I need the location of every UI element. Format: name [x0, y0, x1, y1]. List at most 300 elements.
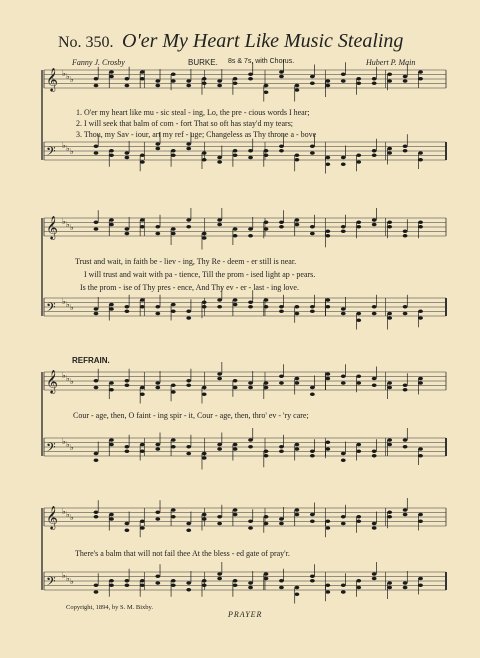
note-head: [186, 452, 191, 456]
verse-3-line-1: 3. Thou, my Sav - iour, art my ref - uge; Changeless as Thy throne a - bove: [76, 130, 317, 139]
note-head: [387, 438, 392, 442]
staff: [44, 208, 446, 250]
note-head: [310, 75, 315, 79]
flat-icon: ♭: [66, 72, 70, 81]
note-head: [202, 456, 207, 460]
note-head: [217, 443, 222, 447]
note-head: [233, 77, 238, 81]
note-head: [279, 445, 284, 449]
note-head: [125, 77, 130, 81]
note-head: [125, 232, 130, 236]
note-head: [372, 383, 377, 387]
note-head: [418, 381, 423, 385]
note-head: [186, 218, 191, 222]
staff: [44, 562, 446, 604]
note-head: [125, 583, 130, 587]
note-head: [341, 381, 346, 385]
note-head: [186, 581, 191, 585]
note-head: [186, 522, 191, 526]
note-head: [233, 234, 238, 238]
note-head: [295, 381, 300, 385]
note-head: [248, 305, 253, 309]
note-head: [140, 298, 145, 302]
note-head: [264, 449, 269, 453]
author-credit: Fanny J. Crosby: [72, 58, 125, 67]
note-head: [418, 519, 423, 523]
flat-icon: ♭: [62, 507, 66, 516]
note-head: [140, 526, 145, 530]
flat-icon: ♭: [62, 297, 66, 306]
note-head: [233, 149, 238, 153]
note-head: [295, 312, 300, 316]
note-head: [171, 583, 176, 587]
note-head: [171, 508, 176, 512]
note-head: [341, 515, 346, 519]
note-head: [125, 151, 130, 155]
note-head: [279, 374, 284, 378]
note-head: [217, 218, 222, 222]
note-head: [186, 379, 191, 383]
note-head: [341, 452, 346, 456]
note-head: [233, 583, 238, 587]
note-head: [155, 312, 160, 316]
note-head: [372, 149, 377, 153]
note-head: [202, 236, 207, 240]
note-head: [248, 386, 253, 390]
note-head: [418, 158, 423, 162]
note-head: [264, 220, 269, 224]
note-head: [248, 581, 253, 585]
note-head: [140, 70, 145, 74]
note-head: [403, 445, 408, 449]
note-head: [94, 84, 99, 88]
note-head: [264, 153, 269, 157]
flat-icon: ♭: [66, 300, 70, 309]
note-head: [202, 151, 207, 155]
note-head: [94, 590, 99, 594]
note-head: [310, 513, 315, 517]
note-head: [264, 90, 269, 94]
note-head: [125, 383, 130, 387]
note-head: [372, 577, 377, 581]
flat-icon: ♭: [70, 75, 74, 84]
note-head: [140, 579, 145, 583]
flat-icon: ♭: [70, 303, 74, 312]
note-head: [356, 77, 361, 81]
note-head: [403, 234, 408, 238]
note-head: [217, 79, 222, 83]
bass-clef-icon: 𝄢: [46, 440, 56, 458]
note-head: [155, 386, 160, 390]
note-head: [295, 84, 300, 88]
note-head: [295, 447, 300, 451]
note-head: [186, 383, 191, 387]
note-head: [217, 372, 222, 376]
note-head: [155, 147, 160, 151]
flat-icon: ♭: [66, 574, 70, 583]
note-head: [356, 381, 361, 385]
note-head: [264, 522, 269, 526]
note-head: [279, 220, 284, 224]
note-head: [233, 81, 238, 85]
note-head: [372, 526, 377, 530]
staff: [44, 498, 446, 537]
note-head: [233, 508, 238, 512]
note-head: [140, 77, 145, 81]
note-head: [418, 513, 423, 517]
note-head: [279, 517, 284, 521]
note-head: [248, 156, 253, 160]
note-head: [217, 305, 222, 309]
note-head: [295, 88, 300, 92]
note-head: [109, 307, 114, 311]
note-head: [125, 309, 130, 313]
note-head: [341, 458, 346, 462]
note-head: [264, 572, 269, 576]
refrain-line-2: There's a balm that will not fail thee At the bless - ed gate of pray'r.: [75, 549, 290, 558]
note-head: [186, 445, 191, 449]
note-head: [155, 225, 160, 229]
bass-clef-icon: 𝄢: [46, 574, 56, 592]
refrain-line-1: Cour - age, then, O faint - ing spir - it, Cour - age, then, thro' ev - 'ry care;: [73, 411, 309, 420]
note-head: [217, 572, 222, 576]
note-head: [94, 151, 99, 155]
note-head: [109, 517, 114, 521]
note-head: [217, 84, 222, 88]
note-head: [186, 316, 191, 320]
note-head: [202, 77, 207, 81]
note-head: [403, 75, 408, 79]
note-head: [387, 151, 392, 155]
note-head: [310, 386, 315, 390]
staff: [44, 362, 446, 404]
verse-1-line-2: Trust and wait, in faith be - liev - ing, Thy Re - deem - er still is near.: [75, 257, 297, 266]
note-head: [264, 84, 269, 88]
note-head: [125, 522, 130, 526]
note-head: [341, 229, 346, 233]
note-head: [310, 392, 315, 396]
note-head: [140, 583, 145, 587]
note-head: [171, 232, 176, 236]
flat-icon: ♭: [62, 217, 66, 226]
note-head: [155, 232, 160, 236]
note-head: [217, 577, 222, 581]
flat-icon: ♭: [66, 220, 70, 229]
note-head: [233, 227, 238, 231]
note-head: [356, 318, 361, 322]
note-head: [233, 153, 238, 157]
note-head: [186, 79, 191, 83]
note-head: [403, 383, 408, 387]
flat-icon: ♭: [62, 141, 66, 150]
note-head: [387, 510, 392, 514]
note-head: [248, 72, 253, 76]
note-head: [109, 579, 114, 583]
note-head: [171, 309, 176, 313]
note-head: [140, 519, 145, 523]
note-head: [387, 147, 392, 151]
note-head: [264, 577, 269, 581]
note-head: [94, 583, 99, 587]
note-head: [140, 443, 145, 447]
note-head: [418, 316, 423, 320]
note-head: [295, 223, 300, 227]
note-head: [94, 312, 99, 316]
note-head: [140, 305, 145, 309]
staff: [44, 60, 446, 102]
note-head: [387, 443, 392, 447]
note-head: [341, 312, 346, 316]
note-head: [202, 300, 207, 304]
note-head: [264, 298, 269, 302]
note-head: [310, 225, 315, 229]
verse-2-line-1: 2. I will seek that balm of com - fort That so oft has stay'd my tears;: [76, 119, 294, 128]
flat-icon: ♭: [62, 371, 66, 380]
note-head: [295, 377, 300, 381]
note-head: [403, 438, 408, 442]
note-head: [233, 447, 238, 451]
note-head: [356, 449, 361, 453]
note-head: [217, 298, 222, 302]
note-head: [264, 305, 269, 309]
note-head: [418, 447, 423, 451]
note-head: [264, 227, 269, 231]
note-head: [372, 377, 377, 381]
staff: [44, 288, 446, 330]
note-head: [310, 232, 315, 236]
note-head: [155, 142, 160, 146]
note-head: [264, 515, 269, 519]
note-head: [387, 581, 392, 585]
note-head: [155, 574, 160, 578]
note-head: [295, 592, 300, 596]
note-head: [310, 144, 315, 148]
note-head: [372, 312, 377, 316]
note-head: [418, 577, 423, 581]
note-head: [125, 156, 130, 160]
note-head: [248, 519, 253, 523]
note-head: [418, 225, 423, 229]
hymn-title: O'er My Heart Like Music Stealing: [122, 30, 404, 52]
note-head: [140, 449, 145, 453]
note-head: [295, 513, 300, 517]
note-head: [233, 298, 238, 302]
note-head: [94, 510, 99, 514]
note-head: [264, 454, 269, 458]
note-head: [387, 381, 392, 385]
note-head: [279, 586, 284, 590]
note-head: [217, 447, 222, 451]
note-head: [94, 452, 99, 456]
note-head: [94, 220, 99, 224]
note-head: [217, 522, 222, 526]
note-head: [387, 79, 392, 83]
note-head: [341, 307, 346, 311]
verse-3-line-2: Is the prom - ise of Thy pres - ence, And Thy ev - er - last - ing love.: [80, 283, 299, 292]
flat-icon: ♭: [70, 513, 74, 522]
note-head: [109, 583, 114, 587]
note-head: [295, 158, 300, 162]
note-head: [325, 229, 330, 233]
note-head: [202, 452, 207, 456]
note-head: [325, 156, 330, 160]
note-head: [186, 142, 191, 146]
note-head: [325, 79, 330, 83]
treble-clef-icon: 𝄞: [46, 505, 58, 529]
note-head: [140, 225, 145, 229]
note-head: [418, 309, 423, 313]
note-head: [186, 588, 191, 592]
note-head: [233, 513, 238, 517]
note-head: [155, 443, 160, 447]
note-head: [248, 526, 253, 530]
note-head: [310, 309, 315, 313]
note-head: [295, 443, 300, 447]
staff: [44, 428, 446, 470]
note-head: [356, 443, 361, 447]
note-head: [125, 445, 130, 449]
note-head: [186, 528, 191, 532]
note-head: [125, 449, 130, 453]
note-head: [403, 513, 408, 517]
note-head: [109, 75, 114, 79]
note-head: [217, 515, 222, 519]
hymn-number: No. 350.: [58, 34, 114, 51]
note-head: [356, 153, 361, 157]
note-head: [171, 149, 176, 153]
composer-credit: Hubert P. Main: [366, 58, 416, 67]
note-head: [125, 379, 130, 383]
note-head: [109, 223, 114, 227]
note-head: [233, 579, 238, 583]
note-head: [171, 438, 176, 442]
note-head: [279, 449, 284, 453]
note-head: [341, 590, 346, 594]
treble-clef-icon: 𝄞: [46, 67, 58, 91]
note-head: [248, 381, 253, 385]
note-head: [387, 515, 392, 519]
note-head: [295, 218, 300, 222]
bass-clef-icon: 𝄢: [46, 300, 56, 318]
note-head: [310, 519, 315, 523]
note-head: [403, 581, 408, 585]
note-head: [248, 300, 253, 304]
note-head: [94, 386, 99, 390]
note-head: [356, 579, 361, 583]
note-head: [403, 229, 408, 233]
note-head: [341, 583, 346, 587]
note-head: [325, 298, 330, 302]
meter: 8s & 7s, with Chorus.: [228, 58, 295, 65]
note-head: [94, 379, 99, 383]
note-head: [325, 583, 330, 587]
note-head: [94, 144, 99, 148]
note-head: [140, 392, 145, 396]
note-head: [310, 454, 315, 458]
note-head: [341, 156, 346, 160]
note-head: [372, 81, 377, 85]
note-head: [171, 445, 176, 449]
note-head: [233, 443, 238, 447]
note-head: [171, 303, 176, 307]
note-head: [202, 232, 207, 236]
treble-clef-icon: 𝄞: [46, 369, 58, 393]
note-head: [109, 70, 114, 74]
note-head: [248, 77, 253, 81]
note-head: [387, 225, 392, 229]
note-head: [325, 447, 330, 451]
note-head: [155, 79, 160, 83]
flat-icon: ♭: [62, 437, 66, 446]
note-head: [171, 579, 176, 583]
note-head: [372, 454, 377, 458]
note-head: [248, 438, 253, 442]
note-head: [155, 517, 160, 521]
note-head: [325, 440, 330, 444]
note-head: [356, 374, 361, 378]
flat-icon: ♭: [62, 69, 66, 78]
note-head: [264, 386, 269, 390]
note-head: [341, 225, 346, 229]
note-head: [403, 508, 408, 512]
note-head: [217, 377, 222, 381]
note-head: [372, 572, 377, 576]
note-head: [356, 586, 361, 590]
note-head: [372, 218, 377, 222]
note-head: [233, 303, 238, 307]
note-head: [109, 438, 114, 442]
note-head: [418, 77, 423, 81]
note-head: [356, 81, 361, 85]
note-head: [279, 579, 284, 583]
note-head: [109, 381, 114, 385]
note-head: [186, 84, 191, 88]
note-head: [155, 381, 160, 385]
flat-icon: ♭: [66, 374, 70, 383]
note-head: [125, 528, 130, 532]
note-head: [403, 144, 408, 148]
flat-icon: ♭: [70, 147, 74, 156]
note-head: [248, 234, 253, 238]
note-head: [295, 305, 300, 309]
note-head: [295, 153, 300, 157]
refrain-label: REFRAIN.: [72, 356, 110, 365]
note-head: [140, 218, 145, 222]
copyright-notice: Copyright, 1894, by S. M. Bixby.: [66, 604, 153, 611]
running-footer: PRAYER: [228, 610, 263, 619]
note-head: [264, 381, 269, 385]
note-head: [325, 372, 330, 376]
note-head: [109, 388, 114, 392]
note-head: [109, 218, 114, 222]
flat-icon: ♭: [66, 144, 70, 153]
verse-2-line-2: I will trust and wait with pa - tience, Till the prom - ised light ap - pears.: [84, 270, 316, 279]
note-head: [202, 158, 207, 162]
note-head: [356, 160, 361, 164]
note-head: [325, 377, 330, 381]
treble-clef-icon: 𝄞: [46, 215, 58, 239]
flat-icon: ♭: [70, 377, 74, 386]
note-head: [94, 458, 99, 462]
flat-icon: ♭: [70, 443, 74, 452]
note-head: [356, 519, 361, 523]
note-head: [171, 79, 176, 83]
note-head: [279, 225, 284, 229]
note-head: [403, 388, 408, 392]
note-head: [387, 386, 392, 390]
note-head: [171, 227, 176, 231]
note-head: [325, 519, 330, 523]
